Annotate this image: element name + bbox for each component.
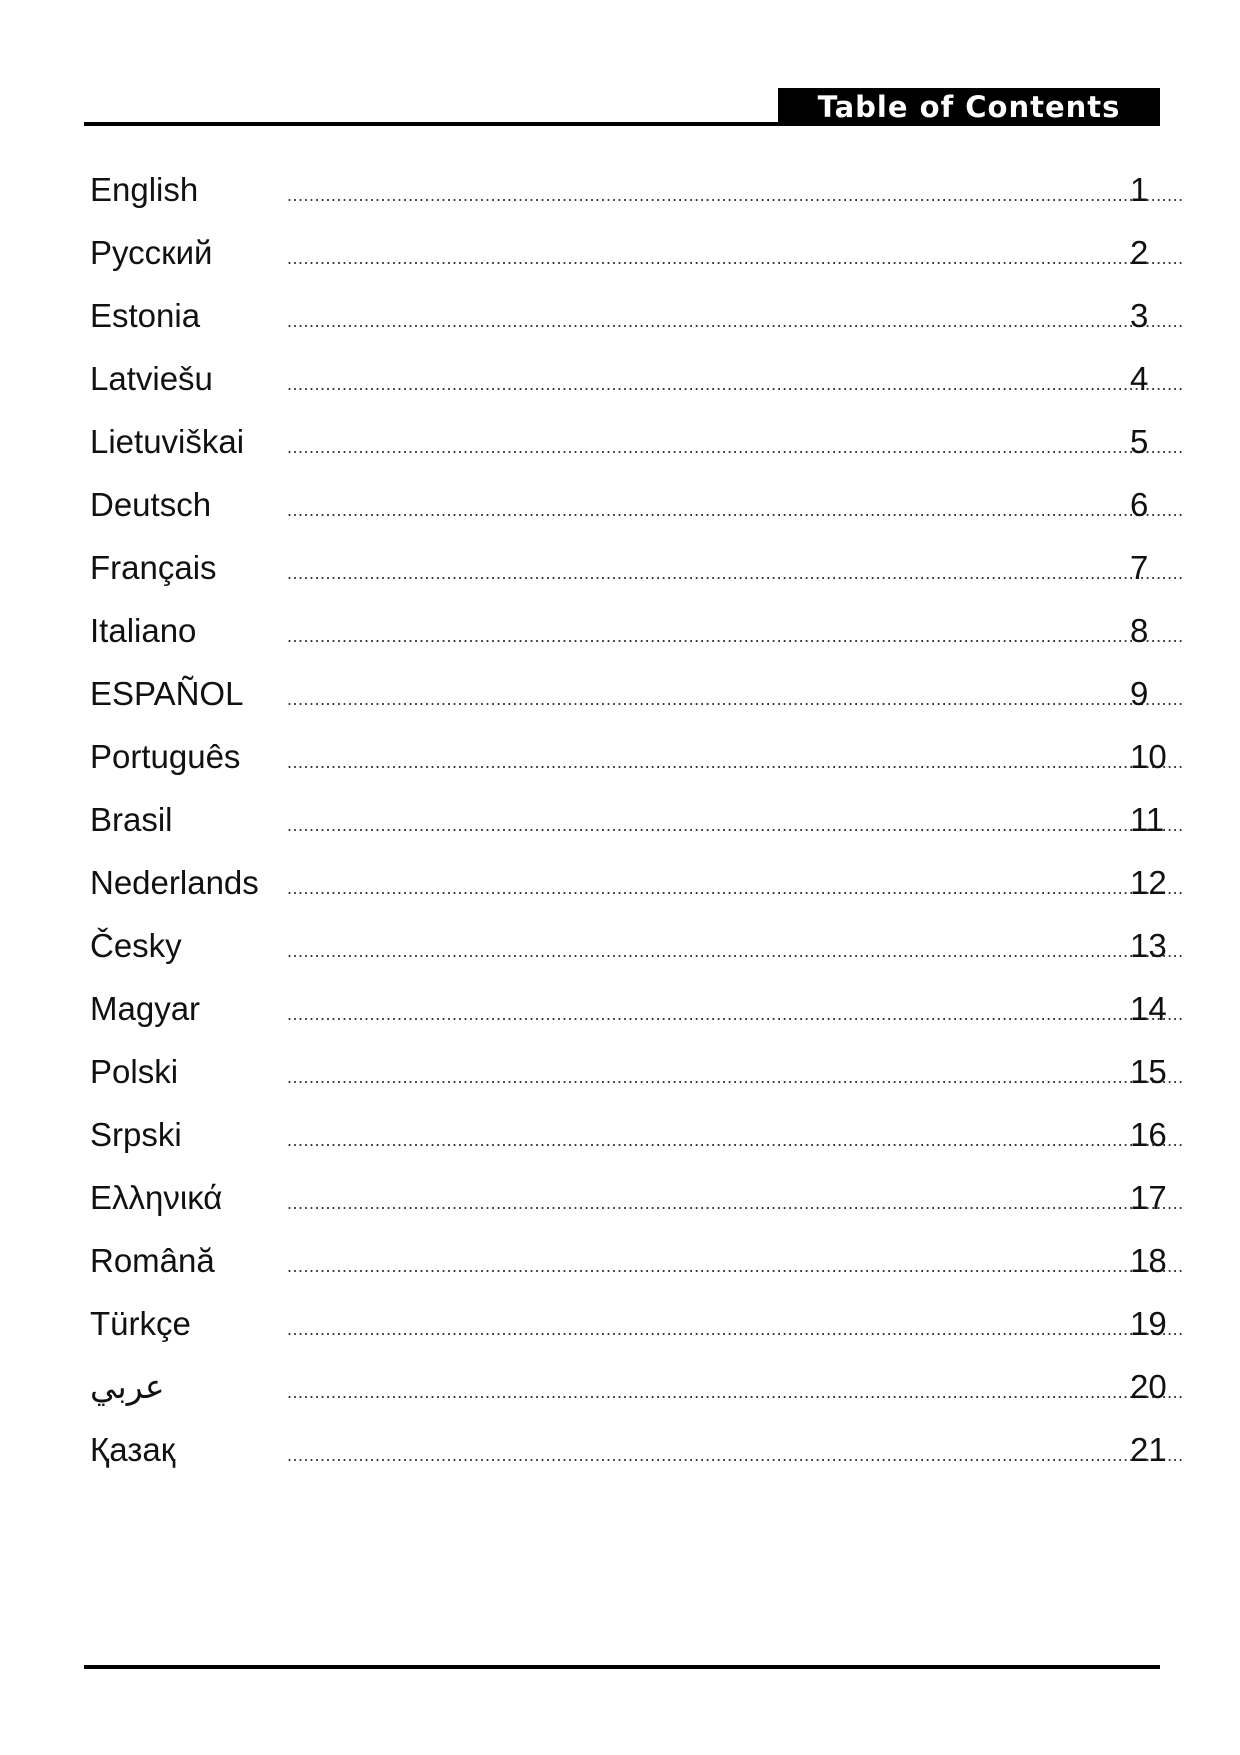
toc-entry-label: Português (90, 738, 241, 775)
toc-entry-page: 19 (1130, 1305, 1167, 1342)
toc-entry-spanish[interactable] (90, 664, 1170, 727)
toc-entry-turkish[interactable] (90, 1294, 1170, 1357)
toc-entry-polish[interactable] (90, 1042, 1170, 1105)
toc-entry-italian[interactable] (90, 601, 1170, 664)
toc-entry-page: 9 (1130, 675, 1149, 712)
toc-entry-label: Қазақ (90, 1431, 176, 1468)
toc-entry-page: 13 (1130, 927, 1167, 964)
toc-entry-estonian[interactable] (90, 286, 1170, 349)
toc-entry-page: 3 (1130, 297, 1149, 334)
toc-entry-label: عربي (90, 1368, 165, 1405)
toc-entry-page: 20 (1130, 1368, 1167, 1405)
toc-entry-german[interactable] (90, 475, 1170, 538)
toc-entry-label: Magyar (90, 990, 201, 1027)
toc-entry-label: Srpski (90, 1116, 182, 1153)
toc-entry-page: 21 (1130, 1431, 1167, 1468)
toc-entry-label: Latviešu (90, 360, 213, 397)
dot-leader (287, 1188, 1184, 1218)
toc-entry-label: Türkçe (90, 1305, 191, 1342)
toc-entry-brazil[interactable] (90, 790, 1170, 853)
dot-leader (287, 1062, 1184, 1092)
toc-entry-label: English (90, 171, 199, 208)
toc-entry-serbian[interactable] (90, 1105, 1170, 1168)
dot-leader (287, 1251, 1184, 1281)
toc-entry-label: Nederlands (90, 864, 259, 901)
dot-leader (287, 369, 1184, 399)
toc-entry-label: Estonia (90, 297, 201, 334)
toc-entry-page: 12 (1130, 864, 1167, 901)
dot-leader (287, 1440, 1184, 1470)
dot-leader (287, 621, 1184, 651)
toc-entry-russian[interactable] (90, 223, 1170, 286)
dot-leader (287, 810, 1184, 840)
dot-leader (287, 873, 1184, 903)
toc-entry-portuguese[interactable] (90, 727, 1170, 790)
dot-leader (287, 558, 1184, 588)
toc-entry-label: Română (90, 1242, 215, 1279)
toc-entry-page: 17 (1130, 1179, 1167, 1216)
toc-entry-page: 16 (1130, 1116, 1167, 1153)
toc-entry-label: Polski (90, 1053, 179, 1090)
dot-leader (287, 180, 1184, 210)
dot-leader (287, 306, 1184, 336)
toc-entry-label: Česky (90, 927, 182, 964)
toc-entry-label: Deutsch (90, 486, 212, 523)
toc-entry-page: 1 (1130, 171, 1149, 208)
dot-leader (287, 1377, 1184, 1407)
toc-entry-hungarian[interactable] (90, 979, 1170, 1042)
toc-entry-greek[interactable] (90, 1168, 1170, 1231)
table-of-contents (90, 160, 1170, 1483)
toc-entry-page: 2 (1130, 234, 1149, 271)
dot-leader (287, 1125, 1184, 1155)
toc-entry-label: Русский (90, 234, 213, 271)
toc-entry-page: 4 (1130, 360, 1149, 397)
toc-entry-label: Brasil (90, 801, 173, 838)
dot-leader (287, 684, 1184, 714)
dot-leader (287, 747, 1184, 777)
dot-leader (287, 495, 1184, 525)
toc-entry-page: 14 (1130, 990, 1167, 1027)
dot-leader (287, 999, 1184, 1029)
toc-entry-arabic[interactable] (90, 1357, 1170, 1420)
toc-entry-page: 11 (1130, 801, 1165, 838)
page-title: Table of Contents (778, 88, 1160, 126)
toc-entry-romanian[interactable] (90, 1231, 1170, 1294)
dot-leader (287, 432, 1184, 462)
toc-entry-page: 8 (1130, 612, 1149, 649)
toc-entry-dutch[interactable] (90, 853, 1170, 916)
footer-rule (84, 1665, 1160, 1669)
toc-entry-page: 7 (1130, 549, 1149, 586)
toc-entry-page: 5 (1130, 423, 1149, 460)
toc-entry-label: ESPAÑOL (90, 675, 244, 712)
toc-entry-page: 10 (1130, 738, 1167, 775)
toc-entry-page: 6 (1130, 486, 1149, 523)
toc-entry-english[interactable] (90, 160, 1170, 223)
toc-entry-label: Ελληνικά (90, 1179, 223, 1216)
toc-entry-french[interactable] (90, 538, 1170, 601)
toc-entry-czech[interactable] (90, 916, 1170, 979)
toc-entry-kazakh[interactable] (90, 1420, 1170, 1483)
toc-entry-latvian[interactable] (90, 349, 1170, 412)
toc-entry-label: Lietuviškai (90, 423, 245, 460)
toc-entry-label: Français (90, 549, 217, 586)
toc-entry-label: Italiano (90, 612, 197, 649)
dot-leader (287, 936, 1184, 966)
dot-leader (287, 1314, 1184, 1344)
toc-entry-lithuanian[interactable] (90, 412, 1170, 475)
toc-entry-page: 15 (1130, 1053, 1167, 1090)
toc-entry-page: 18 (1130, 1242, 1167, 1279)
dot-leader (287, 243, 1184, 273)
